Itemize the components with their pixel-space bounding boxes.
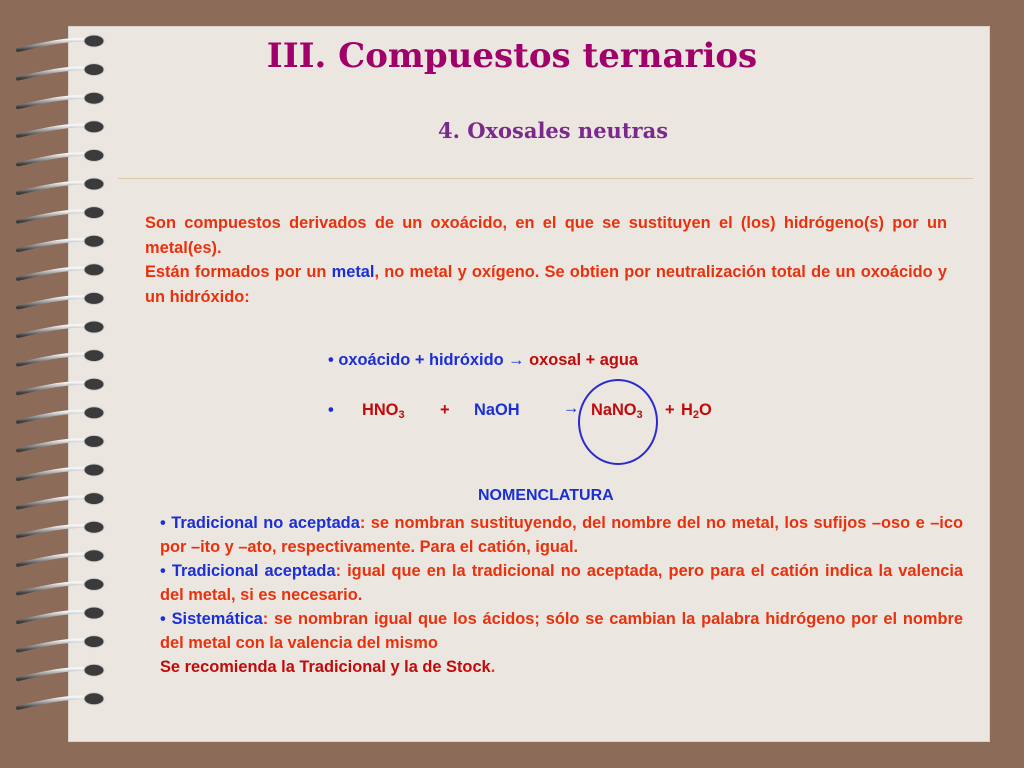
nomenclature-item: • Sistemática: se nombran igual que los ácidos; sólo se cambian la palabra hidrógeno por el nombre del metal con la valencia del mismo xyxy=(160,610,963,652)
nomenclature-list xyxy=(160,511,963,679)
spiral-ring xyxy=(18,125,94,135)
spiral-ring-end xyxy=(84,693,104,705)
slide-title: III. Compuestos ternarios xyxy=(266,36,758,76)
spiral-binding xyxy=(14,26,114,742)
formula-hno3: $HNO_3$ xyxy=(362,401,405,421)
formula-arrow: → xyxy=(563,399,580,417)
title-divider xyxy=(118,178,973,179)
spiral-ring xyxy=(18,526,94,536)
spiral-ring-end xyxy=(84,607,104,619)
spiral-ring xyxy=(18,411,94,421)
word-equation-bullet: • xyxy=(328,351,334,369)
spiral-ring xyxy=(18,640,94,650)
nomenclature-item-name: Sistemática xyxy=(171,610,263,628)
spiral-ring-end xyxy=(84,636,104,648)
word-equation-reactants: oxoácido + hidróxido xyxy=(338,351,504,369)
formula-plus-1: + xyxy=(440,401,450,419)
spiral-ring xyxy=(18,211,94,221)
word-equation xyxy=(328,351,638,370)
nomenclature-item-text: : se nombran igual que los ácidos; sólo se cambian la palabra hidrógeno por el nombre del metal con la valencia del mismo xyxy=(160,610,963,652)
nomenclature-item: • Tradicional no aceptada: se nombran sustituyendo, del nombre del no metal, los sufijos –oso e –ico por –ito y –ato, respectivamente. Para el catión, igual. xyxy=(160,514,963,556)
spiral-ring-end xyxy=(84,264,104,276)
formula-nano3: NaNO$_3$ xyxy=(591,401,643,421)
spiral-ring-end xyxy=(84,521,104,533)
spiral-ring xyxy=(18,669,94,679)
spiral-ring-end xyxy=(84,121,104,133)
spiral-ring xyxy=(18,297,94,307)
nomenclature-item: • Tradicional aceptada: igual que en la tradicional no aceptada, pero para el catión indica la valencia del metal, si es necesario. xyxy=(160,562,963,604)
spiral-ring-end xyxy=(84,407,104,419)
spiral-ring-end xyxy=(84,149,104,161)
nomenclature-item-text: : igual que en la tradicional no aceptada, pero para el catión indica la valencia del metal, si es necesario. xyxy=(160,562,963,604)
formula-h2o: $H_2O$ xyxy=(681,401,712,421)
nomenclature-heading: NOMENCLATURA xyxy=(478,487,614,504)
spiral-ring-end xyxy=(84,350,104,362)
formula-plus-2: + xyxy=(665,401,675,419)
intro-line-2-end: , no metal y oxígeno. Se obtien por neutralización total de un oxoácido y un hidróxido: xyxy=(145,263,947,306)
nomenclature-item-name: Tradicional aceptada xyxy=(171,562,336,580)
spiral-ring-end xyxy=(84,493,104,505)
intro-paragraph xyxy=(145,211,947,309)
spiral-ring-end xyxy=(84,435,104,447)
spiral-ring xyxy=(18,268,94,278)
intro-line-1: Son compuestos derivados de un oxoácido, en el que se sustituyen el (los) hidrógeno(s) por un metal(es). xyxy=(145,214,947,257)
spiral-ring-end xyxy=(84,92,104,104)
nomenclature-item-name: Tradicional no aceptada xyxy=(171,514,360,532)
spiral-ring-end xyxy=(84,207,104,219)
intro-line-2-start: Están formados por un xyxy=(145,263,332,281)
formula-equation-bullet: • xyxy=(328,401,334,419)
spiral-ring xyxy=(18,383,94,393)
slide-subtitle: 4. Oxosales neutras xyxy=(437,118,669,143)
spiral-ring-end xyxy=(84,292,104,304)
nomenclature-item-text: : se nombran sustituyendo, del nombre del no metal, los sufijos –oso e –ico por –ito y –ato, respectivamente. Para el catión, igual. xyxy=(160,514,963,556)
intro-metal-word: metal xyxy=(331,263,375,281)
spiral-ring xyxy=(18,183,94,193)
spiral-ring-end xyxy=(84,464,104,476)
spiral-ring-end xyxy=(84,378,104,390)
spiral-ring xyxy=(18,354,94,364)
spiral-ring-end xyxy=(84,321,104,333)
word-equation-products: oxosal + agua xyxy=(529,351,638,369)
spiral-ring-end xyxy=(84,235,104,247)
spiral-ring xyxy=(18,497,94,507)
spiral-ring xyxy=(18,612,94,622)
spiral-ring xyxy=(18,469,94,479)
spiral-ring xyxy=(18,440,94,450)
spiral-ring xyxy=(18,97,94,107)
spiral-ring xyxy=(18,554,94,564)
spiral-ring-end xyxy=(84,578,104,590)
spiral-ring-end xyxy=(84,664,104,676)
word-equation-arrow: → xyxy=(508,351,525,369)
spiral-ring xyxy=(18,240,94,250)
nomenclature-recommendation: Se recomienda la Tradicional y la de Stock. xyxy=(160,658,496,676)
salt-highlight-circle xyxy=(578,379,658,465)
spiral-ring xyxy=(18,154,94,164)
formula-naoh: NaOH xyxy=(474,401,520,419)
spiral-ring-end xyxy=(84,550,104,562)
spiral-ring xyxy=(18,326,94,336)
spiral-ring-end xyxy=(84,178,104,190)
spiral-ring xyxy=(18,583,94,593)
spiral-ring xyxy=(18,697,94,707)
